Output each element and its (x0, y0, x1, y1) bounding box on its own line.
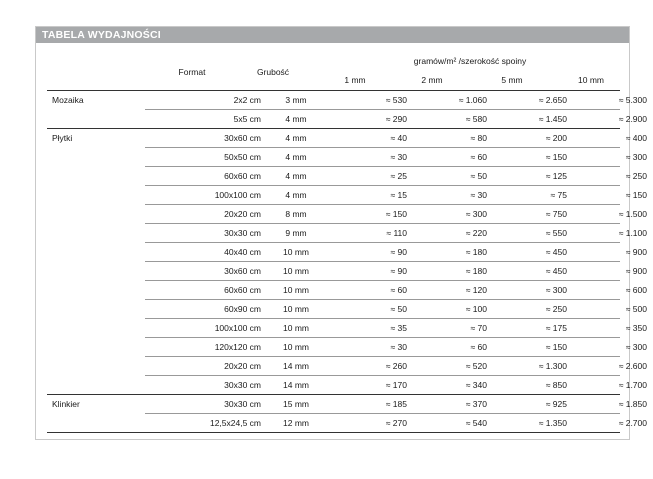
format-cell: 20x20 cm (224, 361, 261, 371)
format-cell: 20x20 cm (224, 209, 261, 219)
value-5mm-cell: ≈ 125 (545, 171, 567, 181)
value-10mm-cell: ≈ 300 (625, 342, 647, 352)
thickness-cell: 4 mm (285, 114, 307, 124)
value-5mm-cell: ≈ 850 (545, 380, 567, 390)
table-row (47, 281, 647, 300)
value-10mm-cell: ≈ 1.500 (618, 209, 647, 219)
value-1mm-cell: ≈ 15 (390, 190, 407, 200)
value-2mm-cell: ≈ 180 (465, 266, 487, 276)
header-5mm: 5 mm (501, 75, 523, 85)
value-10mm-cell: ≈ 5.300 (618, 95, 647, 105)
value-2mm-cell: ≈ 300 (465, 209, 487, 219)
value-2mm-cell: ≈ 540 (465, 418, 487, 428)
value-1mm-cell: ≈ 150 (385, 209, 407, 219)
thickness-cell: 10 mm (283, 247, 309, 257)
value-2mm-cell: ≈ 60 (470, 152, 487, 162)
table-row (47, 395, 647, 414)
table-row (47, 414, 647, 433)
table-row (47, 243, 647, 262)
header-10mm: 10 mm (578, 75, 604, 85)
value-5mm-cell: ≈ 550 (545, 228, 567, 238)
value-5mm-cell: ≈ 150 (545, 152, 567, 162)
value-10mm-cell: ≈ 1.100 (618, 228, 647, 238)
value-2mm-cell: ≈ 70 (470, 323, 487, 333)
value-1mm-cell: ≈ 30 (390, 152, 407, 162)
table-title: TABELA WYDAJNOŚCI (36, 27, 629, 43)
value-10mm-cell: ≈ 2.600 (618, 361, 647, 371)
format-cell: 50x50 cm (224, 152, 261, 162)
thickness-cell: 14 mm (283, 380, 309, 390)
table-row (47, 376, 647, 395)
format-cell: 60x60 cm (224, 285, 261, 295)
value-1mm-cell: ≈ 60 (390, 285, 407, 295)
thickness-cell: 4 mm (285, 190, 307, 200)
value-1mm-cell: ≈ 30 (390, 342, 407, 352)
format-cell: 5x5 cm (233, 114, 261, 124)
value-10mm-cell: ≈ 1.700 (618, 380, 647, 390)
value-2mm-cell: ≈ 180 (465, 247, 487, 257)
category-cell: Klinkier (52, 399, 80, 409)
value-1mm-cell: ≈ 90 (390, 266, 407, 276)
value-5mm-cell: ≈ 1.350 (538, 418, 567, 428)
table-row (47, 148, 647, 167)
header-1mm: 1 mm (344, 75, 366, 85)
value-1mm-cell: ≈ 40 (390, 133, 407, 143)
value-5mm-cell: ≈ 925 (545, 399, 567, 409)
format-cell: 40x40 cm (224, 247, 261, 257)
format-cell: 30x30 cm (224, 380, 261, 390)
format-cell: 100x100 cm (214, 323, 261, 333)
format-cell: 30x60 cm (224, 266, 261, 276)
value-2mm-cell: ≈ 340 (465, 380, 487, 390)
thickness-cell: 4 mm (285, 171, 307, 181)
thickness-cell: 9 mm (285, 228, 307, 238)
value-2mm-cell: ≈ 220 (465, 228, 487, 238)
thickness-cell: 15 mm (283, 399, 309, 409)
value-1mm-cell: ≈ 35 (390, 323, 407, 333)
value-5mm-cell: ≈ 250 (545, 304, 567, 314)
table-row (47, 129, 647, 148)
value-2mm-cell: ≈ 120 (465, 285, 487, 295)
value-5mm-cell: ≈ 75 (550, 190, 567, 200)
value-5mm-cell: ≈ 1.300 (538, 361, 567, 371)
value-1mm-cell: ≈ 260 (385, 361, 407, 371)
thickness-cell: 14 mm (283, 361, 309, 371)
value-10mm-cell: ≈ 1.850 (618, 399, 647, 409)
category-cell: Płytki (52, 133, 73, 143)
value-10mm-cell: ≈ 300 (625, 152, 647, 162)
format-cell: 120x120 cm (214, 342, 261, 352)
value-10mm-cell: ≈ 400 (625, 133, 647, 143)
format-cell: 60x90 cm (224, 304, 261, 314)
table-row (47, 300, 647, 319)
value-2mm-cell: ≈ 370 (465, 399, 487, 409)
thickness-cell: 8 mm (285, 209, 307, 219)
format-cell: 12,5x24,5 cm (209, 418, 261, 428)
value-5mm-cell: ≈ 450 (545, 247, 567, 257)
value-2mm-cell: ≈ 520 (465, 361, 487, 371)
header-grubosc: Grubość (256, 67, 290, 77)
value-5mm-cell: ≈ 750 (545, 209, 567, 219)
thickness-cell: 12 mm (283, 418, 309, 428)
header-format: Format (178, 67, 206, 77)
value-1mm-cell: ≈ 170 (385, 380, 407, 390)
table-row (47, 224, 647, 243)
value-10mm-cell: ≈ 900 (625, 266, 647, 276)
value-1mm-cell: ≈ 530 (385, 95, 407, 105)
value-10mm-cell: ≈ 150 (625, 190, 647, 200)
value-2mm-cell: ≈ 1.060 (458, 95, 487, 105)
table-row (47, 319, 647, 338)
format-cell: 2x2 cm (233, 95, 261, 105)
table-bottom-rule (47, 432, 620, 433)
value-10mm-cell: ≈ 350 (625, 323, 647, 333)
format-cell: 60x60 cm (224, 171, 261, 181)
value-1mm-cell: ≈ 90 (390, 247, 407, 257)
value-5mm-cell: ≈ 150 (545, 342, 567, 352)
value-1mm-cell: ≈ 50 (390, 304, 407, 314)
value-2mm-cell: ≈ 100 (465, 304, 487, 314)
value-2mm-cell: ≈ 50 (470, 171, 487, 181)
value-5mm-cell: ≈ 450 (545, 266, 567, 276)
table-row (47, 262, 647, 281)
value-2mm-cell: ≈ 30 (470, 190, 487, 200)
value-10mm-cell: ≈ 250 (625, 171, 647, 181)
value-5mm-cell: ≈ 175 (545, 323, 567, 333)
value-2mm-cell: ≈ 80 (470, 133, 487, 143)
table-row (47, 91, 647, 110)
thickness-cell: 10 mm (283, 323, 309, 333)
value-1mm-cell: ≈ 270 (385, 418, 407, 428)
category-cell: Mozaika (52, 95, 84, 105)
table-row (47, 338, 647, 357)
value-2mm-cell: ≈ 580 (465, 114, 487, 124)
thickness-cell: 4 mm (285, 133, 307, 143)
value-10mm-cell: ≈ 600 (625, 285, 647, 295)
value-10mm-cell: ≈ 900 (625, 247, 647, 257)
format-cell: 100x100 cm (214, 190, 261, 200)
thickness-cell: 10 mm (283, 285, 309, 295)
header-group: gramów/m² /szerokość spoiny (413, 56, 527, 66)
table-row (47, 186, 647, 205)
value-2mm-cell: ≈ 60 (470, 342, 487, 352)
value-5mm-cell: ≈ 2.650 (538, 95, 567, 105)
thickness-cell: 10 mm (283, 342, 309, 352)
value-10mm-cell: ≈ 500 (625, 304, 647, 314)
value-1mm-cell: ≈ 290 (385, 114, 407, 124)
format-cell: 30x60 cm (224, 133, 261, 143)
value-1mm-cell: ≈ 25 (390, 171, 407, 181)
value-5mm-cell: ≈ 300 (545, 285, 567, 295)
value-1mm-cell: ≈ 185 (385, 399, 407, 409)
format-cell: 30x30 cm (224, 228, 261, 238)
table-row (47, 205, 647, 224)
value-10mm-cell: ≈ 2.900 (618, 114, 647, 124)
thickness-cell: 3 mm (285, 95, 307, 105)
value-10mm-cell: ≈ 2.700 (618, 418, 647, 428)
header-2mm: 2 mm (421, 75, 443, 85)
thickness-cell: 4 mm (285, 152, 307, 162)
thickness-cell: 10 mm (283, 304, 309, 314)
format-cell: 30x30 cm (224, 399, 261, 409)
value-5mm-cell: ≈ 200 (545, 133, 567, 143)
table-row (47, 167, 647, 186)
value-5mm-cell: ≈ 1.450 (538, 114, 567, 124)
thickness-cell: 10 mm (283, 266, 309, 276)
table-row (47, 357, 647, 376)
table-row (47, 110, 647, 129)
value-1mm-cell: ≈ 110 (386, 228, 407, 238)
